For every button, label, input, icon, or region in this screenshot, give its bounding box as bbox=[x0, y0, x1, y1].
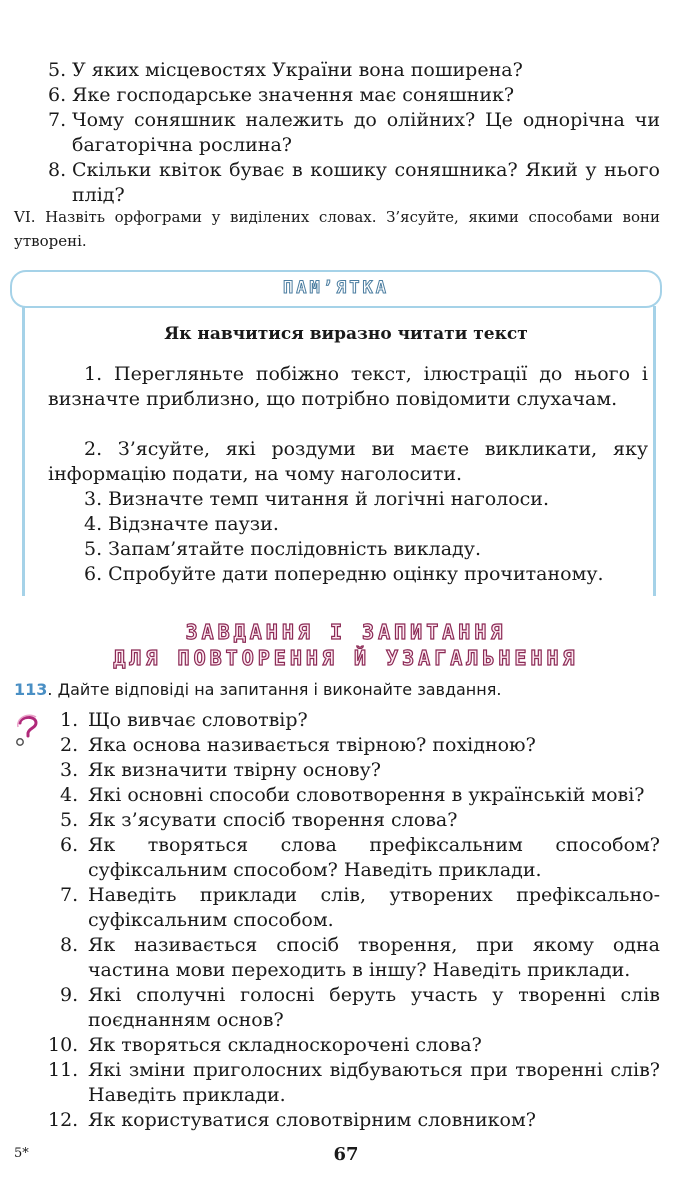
memo-item-5: 5. Запам’ятайте послідовність викладу. bbox=[84, 538, 481, 560]
question-5: 5. Як з’ясувати спосіб творення слова? bbox=[60, 809, 458, 831]
question-2: 2. Яка основа називається твірною? похідною? bbox=[60, 734, 536, 756]
top-question-8: 8. Скільки квіток буває в кошику соняшника? Який у нього плід? bbox=[48, 159, 660, 206]
memo-item-1: 1. Перегляньте побіжно текст, ілюстрації до нього і визначте приблизно, що потрібно повідомити слухачам. bbox=[48, 363, 648, 410]
question-6: 6. Як творяться слова префіксальним способом? суфіксальним способом? Наведіть приклади. bbox=[60, 834, 660, 881]
memo-item-3: 3. Визначте темп читання й логічні наголоси. bbox=[84, 488, 549, 510]
task-text: . Дайте відповіді на запитання і виконайте завдання. bbox=[47, 680, 502, 699]
top-question-5: 5. У яких місцевостях України вона поширена? bbox=[48, 59, 523, 81]
task-number: 113 bbox=[14, 680, 48, 699]
question-7: 7. Наведіть приклади слів, утворених префіксально-суфіксальним способом. bbox=[60, 884, 660, 931]
memo-item-2: 2. З’ясуйте, які роздуми ви маєте викликати, яку інформацію подати, на чому наголосити. bbox=[48, 438, 648, 485]
section-title-line-2: ДЛЯ ПОВТОРЕННЯ Й УЗАГАЛЬНЕННЯ bbox=[113, 646, 579, 670]
question-8: 8. Як називається спосіб творення, при якому одна частина мови переходить в іншу? Наведіть приклади. bbox=[60, 934, 660, 981]
memo-item-4: 4. Відзначте паузи. bbox=[84, 513, 279, 535]
question-11: 11. Які зміни приголосних відбуваються при творенні слів? Наведіть приклади. bbox=[48, 1059, 660, 1106]
memo-header-frame bbox=[10, 270, 662, 308]
memo-heading: Як навчитися виразно читати текст bbox=[164, 324, 528, 344]
question-10: 10. Як творяться складноскорочені слова? bbox=[48, 1034, 482, 1056]
question-1: 1. Що вивчає словотвір? bbox=[60, 709, 308, 731]
section-vi-instruction: VI. Назвіть орфограми у виділених словах. З’ясуйте, якими способами вони утворені. bbox=[14, 208, 660, 250]
memo-title: ПАМ’ЯТКА bbox=[283, 278, 389, 298]
question-3: 3. Як визначити твірну основу? bbox=[60, 759, 381, 781]
memo-item-6: 6. Спробуйте дати попередню оцінку прочитаному. bbox=[84, 563, 604, 585]
top-question-7: 7. Чому соняшник належить до олійних? Це однорічна чи багаторічна рослина? bbox=[48, 109, 660, 156]
top-question-6: 6. Яке господарське значення має соняшник? bbox=[48, 84, 515, 106]
question-9: 9. Які сполучні голосні беруть участь у творенні слів поєднанням основ? bbox=[60, 984, 660, 1031]
question-4: 4. Які основні способи словотворення в українській мові? bbox=[60, 784, 645, 806]
question-12: 12. Як користуватися словотвірним словником? bbox=[48, 1109, 536, 1131]
question-mark-icon bbox=[14, 712, 42, 748]
signature-mark: 5* bbox=[14, 1146, 29, 1161]
task-113 bbox=[14, 679, 664, 701]
page-number: 67 bbox=[333, 1144, 359, 1165]
section-title-line-1: ЗАВДАННЯ І ЗАПИТАННЯ bbox=[185, 620, 507, 644]
